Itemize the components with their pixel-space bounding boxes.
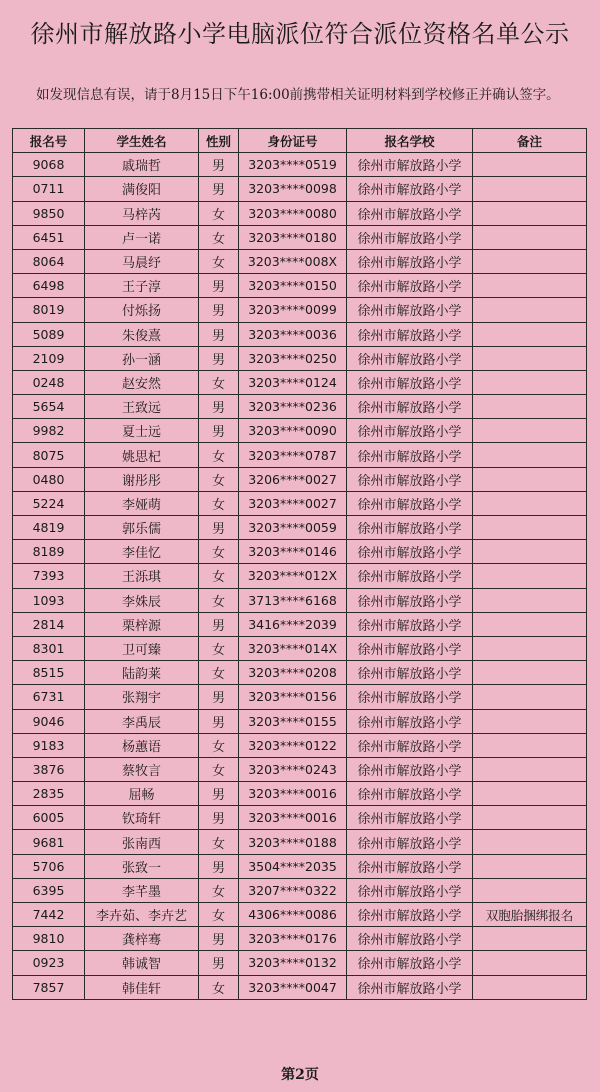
id-number-cell: 3203****0156 — [239, 685, 347, 709]
registration-no-cell: 8301 — [13, 636, 85, 660]
header-gender: 性别 — [199, 129, 239, 153]
id-number-cell: 3203****012X — [239, 564, 347, 588]
table-row — [13, 878, 587, 902]
id-number-cell: 3203****0132 — [239, 951, 347, 975]
gender-cell: 女 — [199, 733, 239, 757]
student-name-cell: 赵安然 — [85, 370, 199, 394]
gender-cell: 男 — [199, 298, 239, 322]
registration-no-cell: 9810 — [13, 927, 85, 951]
gender-cell: 女 — [199, 830, 239, 854]
school-cell: 徐州市解放路小学 — [347, 806, 473, 830]
table-row — [13, 177, 587, 201]
table-row — [13, 395, 587, 419]
student-name-cell: 戚瑞哲 — [85, 153, 199, 177]
gender-cell: 男 — [199, 346, 239, 370]
gender-cell: 女 — [199, 443, 239, 467]
table-row — [13, 951, 587, 975]
school-cell: 徐州市解放路小学 — [347, 757, 473, 781]
header-remarks: 备注 — [473, 129, 587, 153]
table-row — [13, 491, 587, 515]
id-number-cell: 4306****0086 — [239, 903, 347, 927]
table-row — [13, 612, 587, 636]
school-cell: 徐州市解放路小学 — [347, 153, 473, 177]
gender-cell: 男 — [199, 951, 239, 975]
id-number-cell: 3203****0036 — [239, 322, 347, 346]
school-cell: 徐州市解放路小学 — [347, 395, 473, 419]
id-number-cell: 3203****0099 — [239, 298, 347, 322]
gender-cell: 女 — [199, 491, 239, 515]
id-number-cell: 3203****0016 — [239, 806, 347, 830]
table-row — [13, 782, 587, 806]
registration-no-cell: 8075 — [13, 443, 85, 467]
gender-cell: 女 — [199, 467, 239, 491]
id-number-cell: 3203****0250 — [239, 346, 347, 370]
student-name-cell: 马梓芮 — [85, 201, 199, 225]
gender-cell: 女 — [199, 636, 239, 660]
eligibility-table — [12, 128, 587, 1000]
registration-no-cell: 8064 — [13, 249, 85, 273]
student-name-cell: 张翔宇 — [85, 685, 199, 709]
remarks-cell — [473, 951, 587, 975]
student-name-cell: 李芊墨 — [85, 878, 199, 902]
notice-text: 如发现信息有误，请于8月15日下午16:00前携带相关证明材料到学校修正并确认签字。 — [36, 87, 560, 103]
id-number-cell: 3206****0027 — [239, 467, 347, 491]
table-row — [13, 564, 587, 588]
school-cell: 徐州市解放路小学 — [347, 177, 473, 201]
gender-cell: 男 — [199, 782, 239, 806]
gender-cell: 女 — [199, 588, 239, 612]
header-id-number: 身份证号 — [239, 129, 347, 153]
registration-no-cell: 7857 — [13, 975, 85, 999]
table-row — [13, 153, 587, 177]
remarks-cell — [473, 153, 587, 177]
student-name-cell: 王致远 — [85, 395, 199, 419]
registration-no-cell: 5224 — [13, 491, 85, 515]
registration-no-cell: 5654 — [13, 395, 85, 419]
registration-no-cell: 2814 — [13, 612, 85, 636]
table-row — [13, 225, 587, 249]
registration-no-cell: 6005 — [13, 806, 85, 830]
school-cell: 徐州市解放路小学 — [347, 709, 473, 733]
school-cell: 徐州市解放路小学 — [347, 951, 473, 975]
id-number-cell: 3203****0090 — [239, 419, 347, 443]
remarks-cell — [473, 540, 587, 564]
table-row — [13, 516, 587, 540]
registration-no-cell: 9068 — [13, 153, 85, 177]
school-cell: 徐州市解放路小学 — [347, 516, 473, 540]
id-number-cell: 3203****0180 — [239, 225, 347, 249]
remarks-cell — [473, 878, 587, 902]
registration-no-cell: 0248 — [13, 370, 85, 394]
school-cell: 徐州市解放路小学 — [347, 636, 473, 660]
id-number-cell: 3203****0016 — [239, 782, 347, 806]
id-number-cell: 3203****0176 — [239, 927, 347, 951]
school-cell: 徐州市解放路小学 — [347, 274, 473, 298]
id-number-cell: 3203****0208 — [239, 661, 347, 685]
id-number-cell: 3203****008X — [239, 249, 347, 273]
header-registration-no: 报名号 — [13, 129, 85, 153]
table-row — [13, 661, 587, 685]
student-name-cell: 李佳忆 — [85, 540, 199, 564]
school-cell: 徐州市解放路小学 — [347, 225, 473, 249]
table-row — [13, 709, 587, 733]
id-number-cell: 3203****0243 — [239, 757, 347, 781]
school-cell: 徐州市解放路小学 — [347, 927, 473, 951]
id-number-cell: 3203****0124 — [239, 370, 347, 394]
student-name-cell: 栗梓源 — [85, 612, 199, 636]
gender-cell: 女 — [199, 975, 239, 999]
registration-no-cell: 0923 — [13, 951, 85, 975]
student-name-cell: 李禹辰 — [85, 709, 199, 733]
remarks-cell — [473, 564, 587, 588]
gender-cell: 男 — [199, 274, 239, 298]
table-row — [13, 757, 587, 781]
table-row — [13, 903, 587, 927]
gender-cell: 男 — [199, 806, 239, 830]
school-cell: 徐州市解放路小学 — [347, 903, 473, 927]
remarks-cell — [473, 467, 587, 491]
gender-cell: 女 — [199, 370, 239, 394]
remarks-cell — [473, 201, 587, 225]
student-name-cell: 付烁扬 — [85, 298, 199, 322]
registration-no-cell: 8515 — [13, 661, 85, 685]
id-number-cell: 3203****0027 — [239, 491, 347, 515]
table-row — [13, 467, 587, 491]
school-cell: 徐州市解放路小学 — [347, 467, 473, 491]
student-name-cell: 朱俊熹 — [85, 322, 199, 346]
table-row — [13, 854, 587, 878]
table-row — [13, 274, 587, 298]
registration-no-cell: 5706 — [13, 854, 85, 878]
student-name-cell: 李娅萌 — [85, 491, 199, 515]
id-number-cell: 3203****0150 — [239, 274, 347, 298]
school-cell: 徐州市解放路小学 — [347, 322, 473, 346]
remarks-cell — [473, 491, 587, 515]
student-name-cell: 钦琦轩 — [85, 806, 199, 830]
registration-no-cell: 5089 — [13, 322, 85, 346]
registration-no-cell: 0480 — [13, 467, 85, 491]
gender-cell: 男 — [199, 709, 239, 733]
gender-cell: 女 — [199, 878, 239, 902]
remarks-cell — [473, 419, 587, 443]
remarks-cell: 双胞胎捆绑报名 — [473, 903, 587, 927]
table-row — [13, 201, 587, 225]
remarks-cell — [473, 757, 587, 781]
table-row — [13, 346, 587, 370]
remarks-cell — [473, 975, 587, 999]
remarks-cell — [473, 516, 587, 540]
school-cell: 徐州市解放路小学 — [347, 491, 473, 515]
student-name-cell: 蔡牧言 — [85, 757, 199, 781]
id-number-cell: 3207****0322 — [239, 878, 347, 902]
school-cell: 徐州市解放路小学 — [347, 588, 473, 612]
remarks-cell — [473, 927, 587, 951]
table-row — [13, 540, 587, 564]
gender-cell: 男 — [199, 612, 239, 636]
school-cell: 徐州市解放路小学 — [347, 419, 473, 443]
remarks-cell — [473, 298, 587, 322]
table-row — [13, 830, 587, 854]
remarks-cell — [473, 322, 587, 346]
id-number-cell: 3203****0188 — [239, 830, 347, 854]
table-row — [13, 322, 587, 346]
table-row — [13, 636, 587, 660]
id-number-cell: 3203****0059 — [239, 516, 347, 540]
gender-cell: 男 — [199, 322, 239, 346]
id-number-cell: 3203****0098 — [239, 177, 347, 201]
school-cell: 徐州市解放路小学 — [347, 370, 473, 394]
table-row — [13, 975, 587, 999]
registration-no-cell: 6731 — [13, 685, 85, 709]
school-cell: 徐州市解放路小学 — [347, 661, 473, 685]
student-name-cell: 郭乐儒 — [85, 516, 199, 540]
remarks-cell — [473, 685, 587, 709]
remarks-cell — [473, 733, 587, 757]
gender-cell: 女 — [199, 564, 239, 588]
school-cell: 徐州市解放路小学 — [347, 201, 473, 225]
remarks-cell — [473, 249, 587, 273]
id-number-cell: 3203****0047 — [239, 975, 347, 999]
student-name-cell: 陆韵莱 — [85, 661, 199, 685]
remarks-cell — [473, 806, 587, 830]
gender-cell: 男 — [199, 854, 239, 878]
remarks-cell — [473, 636, 587, 660]
remarks-cell — [473, 346, 587, 370]
student-name-cell: 卢一诺 — [85, 225, 199, 249]
school-cell: 徐州市解放路小学 — [347, 830, 473, 854]
id-number-cell: 3203****0146 — [239, 540, 347, 564]
id-number-cell: 3203****0122 — [239, 733, 347, 757]
registration-no-cell: 6498 — [13, 274, 85, 298]
registration-no-cell: 2835 — [13, 782, 85, 806]
student-name-cell: 屈畅 — [85, 782, 199, 806]
table-row — [13, 370, 587, 394]
remarks-cell — [473, 588, 587, 612]
gender-cell: 女 — [199, 249, 239, 273]
table-row — [13, 298, 587, 322]
school-cell: 徐州市解放路小学 — [347, 249, 473, 273]
remarks-cell — [473, 782, 587, 806]
id-number-cell: 3504****2035 — [239, 854, 347, 878]
school-cell: 徐州市解放路小学 — [347, 298, 473, 322]
registration-no-cell: 9046 — [13, 709, 85, 733]
table-row — [13, 419, 587, 443]
student-name-cell: 姚思杞 — [85, 443, 199, 467]
gender-cell: 女 — [199, 757, 239, 781]
student-name-cell: 马晨纾 — [85, 249, 199, 273]
gender-cell: 男 — [199, 177, 239, 201]
registration-no-cell: 6395 — [13, 878, 85, 902]
table-row — [13, 733, 587, 757]
table-row — [13, 588, 587, 612]
student-name-cell: 王子淳 — [85, 274, 199, 298]
gender-cell: 男 — [199, 927, 239, 951]
remarks-cell — [473, 830, 587, 854]
remarks-cell — [473, 177, 587, 201]
header-school: 报名学校 — [347, 129, 473, 153]
student-name-cell: 杨蕙语 — [85, 733, 199, 757]
page-title: 徐州市解放路小学电脑派位符合派位资格名单公示 — [30, 20, 570, 48]
school-cell: 徐州市解放路小学 — [347, 685, 473, 709]
table-row — [13, 443, 587, 467]
table-row — [13, 806, 587, 830]
remarks-cell — [473, 443, 587, 467]
school-cell: 徐州市解放路小学 — [347, 346, 473, 370]
registration-no-cell: 2109 — [13, 346, 85, 370]
registration-no-cell: 1093 — [13, 588, 85, 612]
student-name-cell: 卫可臻 — [85, 636, 199, 660]
remarks-cell — [473, 225, 587, 249]
gender-cell: 男 — [199, 516, 239, 540]
school-cell: 徐州市解放路小学 — [347, 878, 473, 902]
student-name-cell: 谢彤彤 — [85, 467, 199, 491]
gender-cell: 女 — [199, 540, 239, 564]
school-cell: 徐州市解放路小学 — [347, 564, 473, 588]
student-name-cell: 满俊阳 — [85, 177, 199, 201]
id-number-cell: 3416****2039 — [239, 612, 347, 636]
registration-no-cell: 7393 — [13, 564, 85, 588]
registration-no-cell: 8189 — [13, 540, 85, 564]
registration-no-cell: 9681 — [13, 830, 85, 854]
school-cell: 徐州市解放路小学 — [347, 854, 473, 878]
school-cell: 徐州市解放路小学 — [347, 443, 473, 467]
student-name-cell: 韩佳轩 — [85, 975, 199, 999]
table-row — [13, 249, 587, 273]
gender-cell: 男 — [199, 153, 239, 177]
registration-no-cell: 9982 — [13, 419, 85, 443]
gender-cell: 女 — [199, 661, 239, 685]
gender-cell: 男 — [199, 685, 239, 709]
id-number-cell: 3203****0519 — [239, 153, 347, 177]
registration-no-cell: 8019 — [13, 298, 85, 322]
school-cell: 徐州市解放路小学 — [347, 782, 473, 806]
student-name-cell: 李姝辰 — [85, 588, 199, 612]
student-name-cell: 夏士远 — [85, 419, 199, 443]
school-cell: 徐州市解放路小学 — [347, 612, 473, 636]
student-name-cell: 王泺琪 — [85, 564, 199, 588]
registration-no-cell: 9850 — [13, 201, 85, 225]
table-header-row — [13, 129, 587, 153]
gender-cell: 男 — [199, 395, 239, 419]
table-row — [13, 685, 587, 709]
remarks-cell — [473, 709, 587, 733]
registration-no-cell: 9183 — [13, 733, 85, 757]
id-number-cell: 3203****014X — [239, 636, 347, 660]
remarks-cell — [473, 854, 587, 878]
id-number-cell: 3203****0155 — [239, 709, 347, 733]
registration-no-cell: 4819 — [13, 516, 85, 540]
id-number-cell: 3203****0080 — [239, 201, 347, 225]
school-cell: 徐州市解放路小学 — [347, 733, 473, 757]
student-name-cell: 孙一涵 — [85, 346, 199, 370]
remarks-cell — [473, 370, 587, 394]
id-number-cell: 3713****6168 — [239, 588, 347, 612]
student-name-cell: 韩诚智 — [85, 951, 199, 975]
registration-no-cell: 7442 — [13, 903, 85, 927]
registration-no-cell: 0711 — [13, 177, 85, 201]
table-row — [13, 927, 587, 951]
gender-cell: 女 — [199, 225, 239, 249]
gender-cell: 女 — [199, 903, 239, 927]
registration-no-cell: 3876 — [13, 757, 85, 781]
student-name-cell: 张南西 — [85, 830, 199, 854]
remarks-cell — [473, 274, 587, 298]
remarks-cell — [473, 661, 587, 685]
school-cell: 徐州市解放路小学 — [347, 540, 473, 564]
remarks-cell — [473, 612, 587, 636]
id-number-cell: 3203****0787 — [239, 443, 347, 467]
gender-cell: 女 — [199, 201, 239, 225]
id-number-cell: 3203****0236 — [239, 395, 347, 419]
page-number: 第2页 — [281, 1067, 319, 1083]
student-name-cell: 张致一 — [85, 854, 199, 878]
header-student-name: 学生姓名 — [85, 129, 199, 153]
gender-cell: 男 — [199, 419, 239, 443]
school-cell: 徐州市解放路小学 — [347, 975, 473, 999]
student-name-cell: 李卉茹、李卉艺 — [85, 903, 199, 927]
student-name-cell: 龚梓骞 — [85, 927, 199, 951]
registration-no-cell: 6451 — [13, 225, 85, 249]
remarks-cell — [473, 395, 587, 419]
